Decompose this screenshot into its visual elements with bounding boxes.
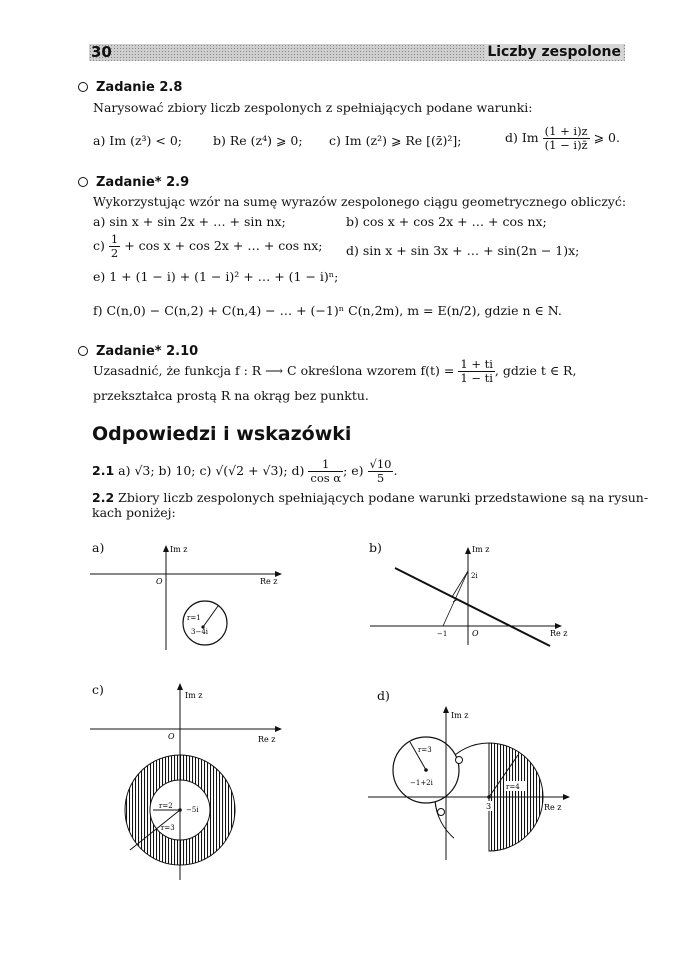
page-number: 30 (91, 43, 112, 61)
answer-2-1: 2.1 a) √3; b) 10; c) √(√2 + √3); d) $\frac{1}{\text{cos α}}$ ; e) $\frac{√10}{5}$ . (92, 457, 398, 485)
task-2-8-d-label: d) Im (505, 130, 539, 145)
origin-label: O (472, 629, 479, 638)
im-label: Im z (472, 545, 490, 554)
running-header (89, 44, 625, 61)
open-point-bottom (438, 809, 445, 816)
bullet-circle-icon (78, 82, 88, 92)
segment-2 (452, 571, 468, 597)
center-label: 3−4i (191, 628, 209, 636)
re-label: Re z (258, 735, 276, 744)
figure-b-label: b) (369, 540, 382, 555)
figure-d-label: d) (377, 688, 390, 703)
answer-2-2-cont: kach poniżej: (92, 505, 176, 520)
task-2-9-title: Zadanie* 2.9 (78, 175, 189, 190)
task-2-8-d-fraction: $\frac{(1 + i)z}{(1 - i)z̄}$ (544, 124, 588, 152)
open-point-top (456, 757, 463, 764)
origin-label: O (156, 577, 163, 586)
bullet-circle-icon (78, 346, 88, 356)
figure-c-label: c) (92, 682, 104, 697)
task-2-9-a: a) sin x + sin 2x + … + sin nx; (93, 214, 286, 229)
arrow-up-icon (163, 545, 169, 552)
im-label: Im z (185, 691, 203, 700)
task-2-9-f: f) C(n,0) − C(n,2) + C(n,4) − … + (−1)ⁿ C(n,2m), m = E(n/2), gdzie n ∈ N. (93, 303, 562, 318)
task-2-10-title: Zadanie* 2.10 (78, 344, 198, 359)
arrow-up-icon (177, 683, 183, 690)
figure-c (90, 680, 290, 885)
task-2-8-d-tail: ⩾ 0. (593, 130, 620, 145)
answer-2-2: 2.2 Zbiory liczb zespolonych spełniających podane warunki przedstawione są na rysun- (92, 490, 649, 505)
center-dot-disk (424, 768, 428, 772)
answer-2-1-e-fraction: $\frac{√10}{5}$ (369, 457, 392, 485)
re-label: Re z (260, 577, 278, 586)
origin-label: O (168, 732, 175, 741)
arrow-right-icon (563, 794, 570, 800)
center-dot (178, 808, 182, 812)
x-tick-label: 3 (486, 802, 492, 811)
re-label: Re z (544, 803, 562, 812)
task-2-8-b: b) Re (z⁴) ⩾ 0; (213, 133, 303, 148)
figure-b (365, 540, 575, 660)
figure-a-label: a) (92, 540, 105, 555)
im-label: Im z (451, 711, 469, 720)
re-label: Re z (550, 629, 568, 638)
task-2-9-b: b) cos x + cos 2x + … + cos nx; (346, 214, 547, 229)
arrow-up-icon (465, 547, 471, 554)
arrow-up-icon (443, 706, 449, 713)
radius-label: r=1 (187, 614, 201, 622)
task-2-9-c: c) $\frac{1}{2}$ + cos x + cos 2x + … + cos nx; (93, 232, 323, 260)
task-2-10-line1: Uzasadnić, że funkcja f : R ⟶ C określona wzorem f(t) = $\frac{1 + ti}{1 - ti}$ , gdzie t ∈ R, (93, 357, 577, 385)
half-radius-label: r=4 (506, 783, 520, 791)
answer-2-1-d-fraction: $\frac{1}{\text{cos α}}$ (310, 457, 342, 485)
answers-heading: Odpowiedzi i wskazówki (92, 423, 352, 445)
outer-radius-label: r=3 (161, 824, 175, 832)
task-2-9-e: e) 1 + (1 − i) + (1 − i)² + … + (1 − i)ⁿ; (93, 269, 339, 284)
im-label: Im z (170, 545, 188, 554)
figure-d (368, 700, 578, 870)
task-2-8-c: c) Im (z²) ⩾ Re [(z̄)²]; (329, 133, 462, 148)
task-2-9-d: d) sin x + sin 3x + … + sin(2n − 1)x; (346, 243, 580, 258)
chapter-title: Liczby zespolone (487, 44, 621, 60)
circle-r1 (183, 601, 227, 645)
task-2-10-line2: przekształca prostą R na okrąg bez punktu. (93, 388, 369, 403)
task-2-8-d (505, 125, 620, 152)
task-2-9-intro: Wykorzystując wzór na sumę wyrazów zespolonego ciągu geometrycznego obliczyć: (93, 194, 627, 209)
disk-center-label: −1+2i (410, 779, 433, 787)
task-2-8-title: Zadanie 2.8 (78, 80, 182, 95)
task-2-9-c-fraction: $\frac{1}{2}$ (110, 232, 119, 260)
radius-line (203, 606, 218, 627)
x-tick-label: −1 (437, 630, 448, 638)
task-2-8-a: a) Im (z³) < 0; (93, 133, 183, 148)
center-label: −5i (186, 806, 199, 814)
arrow-right-icon (275, 726, 282, 732)
task-2-8-intro: Narysować zbiory liczb zespolonych z spełniających podane warunki: (93, 100, 533, 115)
segment-1 (443, 571, 468, 626)
figure-a (90, 540, 290, 660)
bullet-circle-icon (78, 177, 88, 187)
task-2-10-fraction: $\frac{1 + ti}{1 - ti}$ (460, 357, 493, 385)
inner-radius-label: r=2 (159, 802, 173, 810)
y-tick-label: 2i (471, 572, 478, 580)
disk-radius-label: r=3 (418, 746, 432, 754)
center-dot-half (487, 795, 491, 799)
